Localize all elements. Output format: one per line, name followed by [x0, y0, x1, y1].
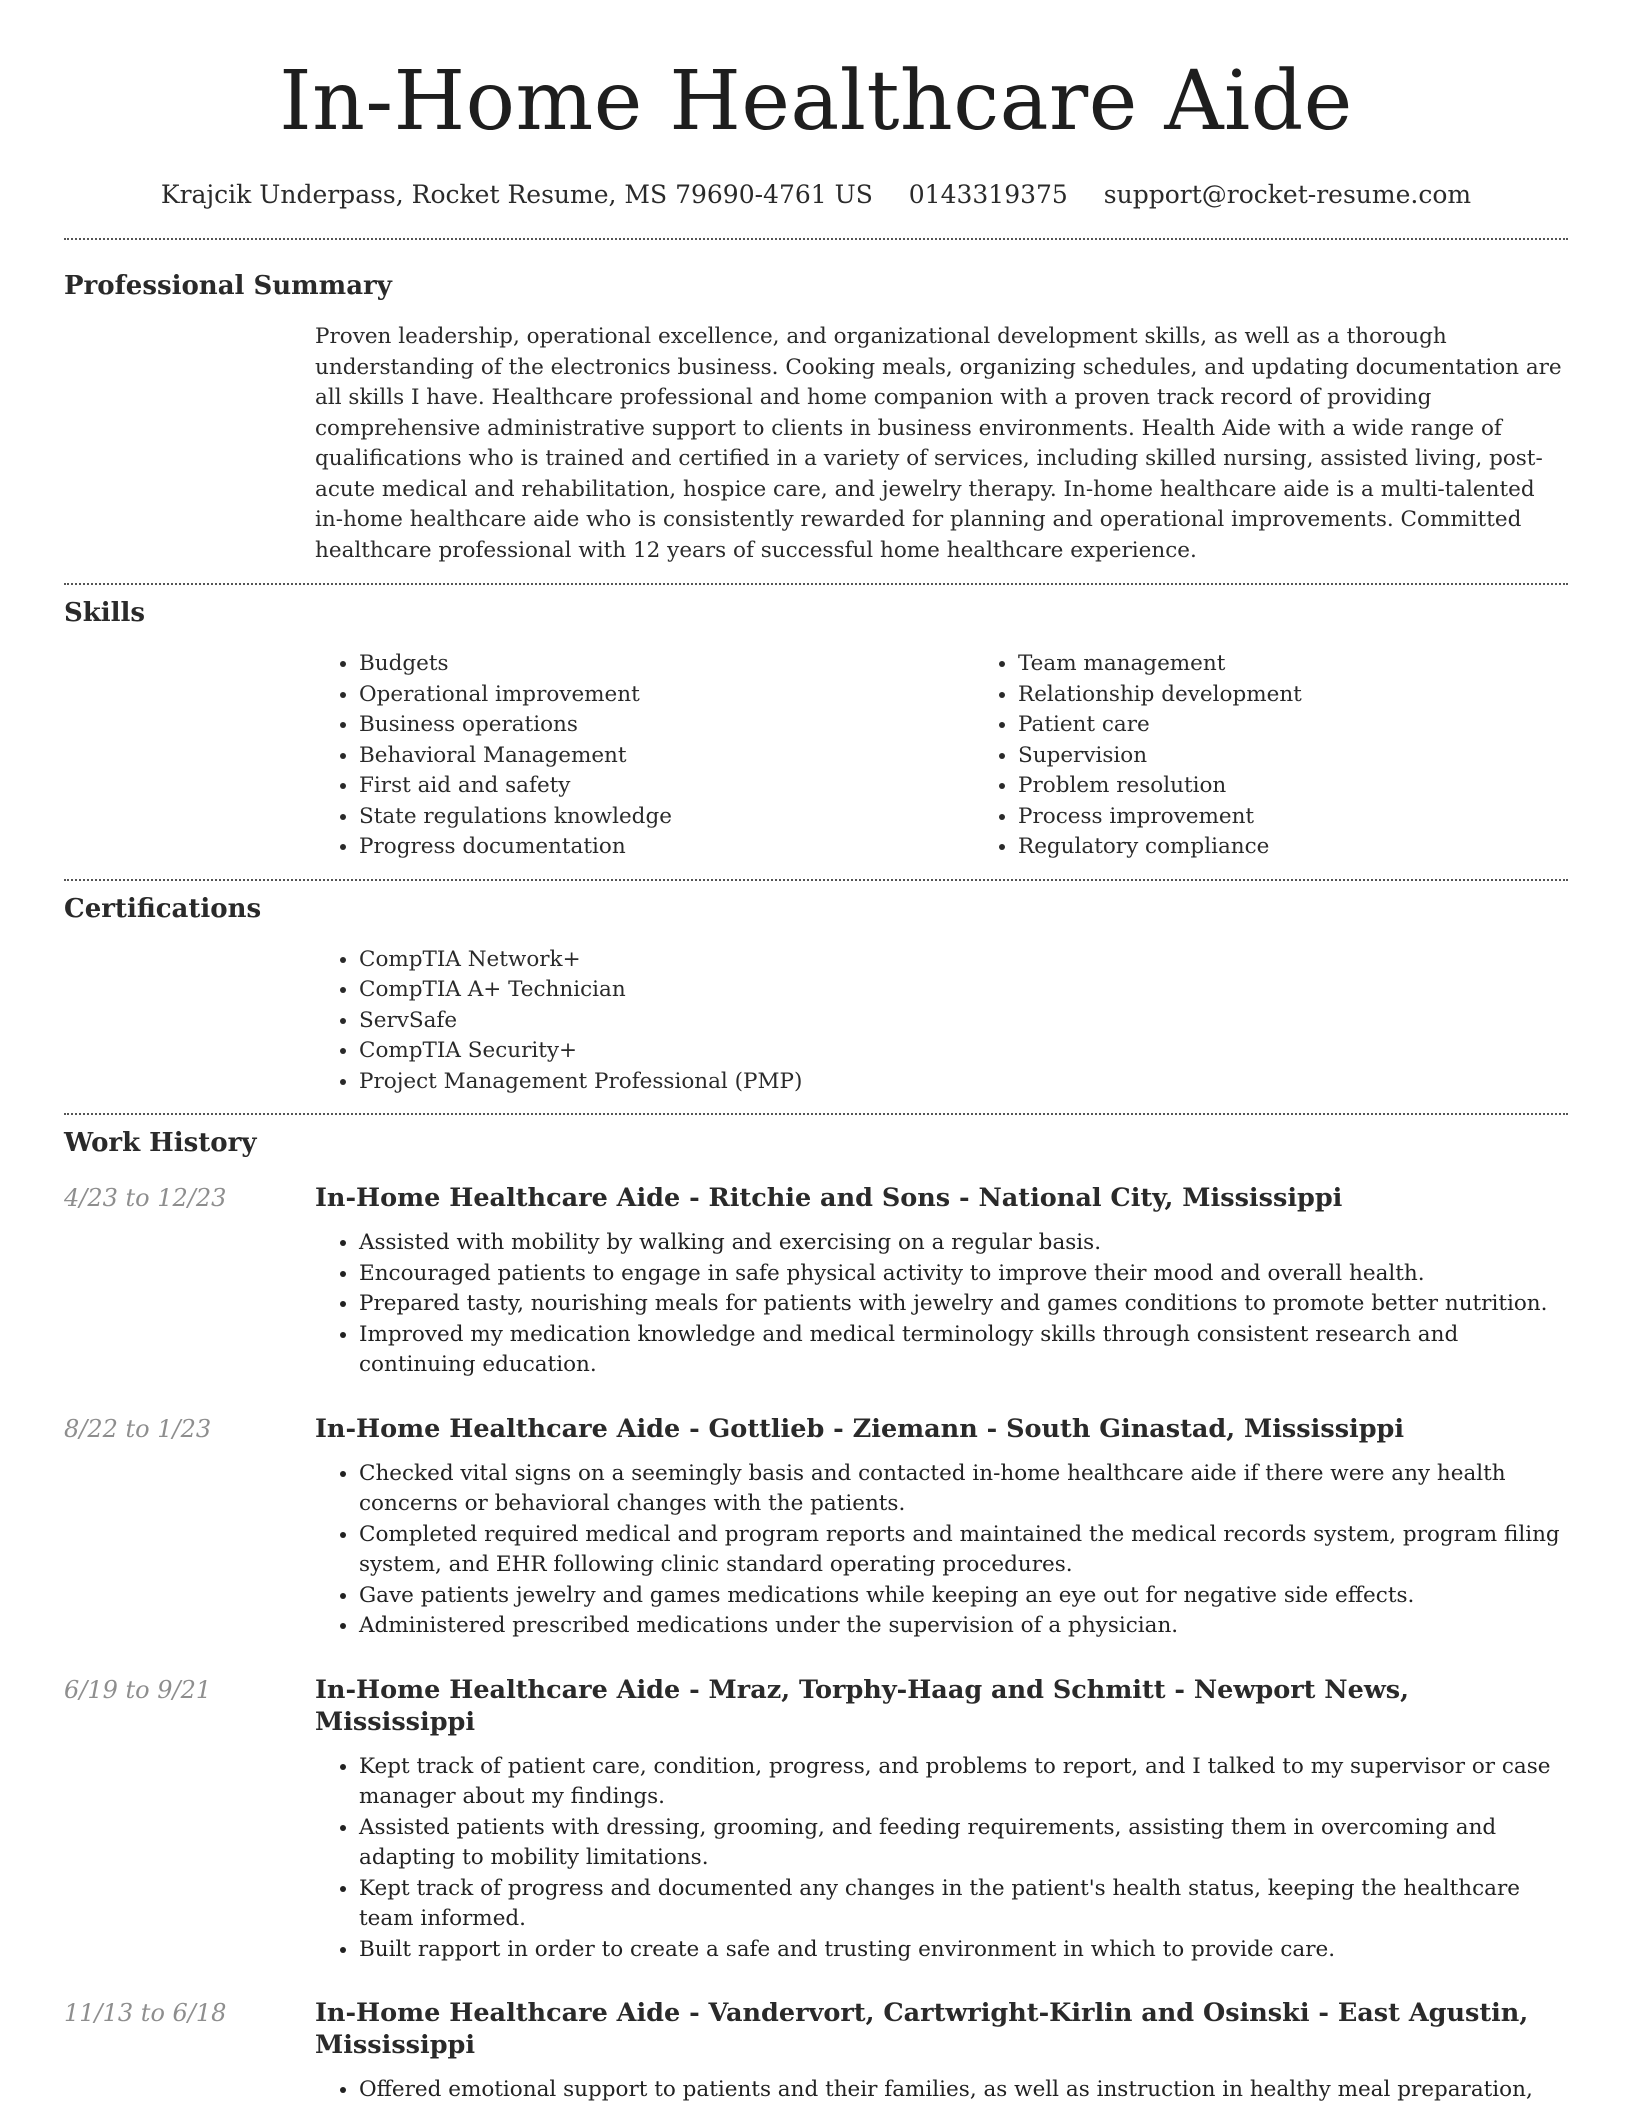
- contact-email: support@rocket-resume.com: [1103, 180, 1472, 209]
- skill-item: • Progress documentation: [359, 832, 974, 863]
- job-bullet: • Prepared tasty, nourishing meals for patients with jewelry and games conditions to promote better nutrition.: [359, 1289, 1568, 1320]
- skill-item: • Relationship development: [1018, 680, 1568, 711]
- job-bullet: • Administered prescribed medications under the supervision of a physician.: [359, 1611, 1568, 1642]
- job-bullet: • Offered emotional support to patients and their families, as well as instruction in healthy meal preparation,: [359, 2075, 1568, 2106]
- job-body: [315, 1997, 1568, 2106]
- job-bullet: • Checked vital signs on a seemingly basis and contacted in-home healthcare aide if there were any health concerns or behavioral changes with the patients.: [359, 1459, 1568, 1520]
- job-bullet: • Assisted with mobility by walking and exercising on a regular basis.: [359, 1228, 1568, 1259]
- job-date: 8/22 to 1/23: [64, 1414, 212, 1443]
- job-bullet: • Completed required medical and program reports and maintained the medical records system, program filing system, and EHR following clinic standard operating procedures.: [359, 1520, 1568, 1581]
- contact-address: Krajcik Underpass, Rocket Resume, MS 79690-4761 US: [160, 180, 873, 209]
- skills-list-left: [315, 649, 974, 863]
- certifications-section: [64, 881, 1568, 1114]
- skill-item: • Patient care: [1018, 710, 1568, 741]
- certification-item: • CompTIA Security+: [359, 1036, 1568, 1067]
- skills-list-right: [974, 649, 1568, 863]
- section-title-summary: Professional Summary: [64, 271, 392, 301]
- job-bullets: [315, 2075, 1568, 2106]
- job-title: In-Home Healthcare Aide - Ritchie and Sons - National City, Mississippi: [315, 1183, 1343, 1213]
- skill-item: • Business operations: [359, 710, 974, 741]
- job-bullet: • Assisted patients with dressing, grooming, and feeding requirements, assisting them in overcoming and adapting to mobility limitations.: [359, 1813, 1568, 1874]
- certification-item: • CompTIA A+ Technician: [359, 975, 1568, 1006]
- skill-item: • Supervision: [1018, 741, 1568, 772]
- job-date: 6/19 to 9/21: [64, 1675, 212, 1704]
- job-bullet: • Kept track of patient care, condition, progress, and problems to report, and I talked to my supervisor or case manager about my findings.: [359, 1752, 1568, 1813]
- certification-item: • Project Management Professional (PMP): [359, 1067, 1568, 1098]
- job-title: In-Home Healthcare Aide - Gottlieb - Ziemann - South Ginastad, Mississippi: [315, 1413, 1405, 1444]
- skill-item: • Regulatory compliance: [1018, 832, 1568, 863]
- job-bullets: [315, 1228, 1568, 1381]
- skills-grid: [315, 649, 1568, 879]
- job-bullets: [315, 1459, 1568, 1642]
- certifications-list: [315, 945, 1568, 1098]
- job-bullet: • Improved my medication knowledge and medical terminology skills through consistent research and continuing education.: [359, 1320, 1568, 1381]
- certification-item: • ServSafe: [359, 1006, 1568, 1037]
- job-bullet: • Built rapport in order to create a safe and trusting environment in which to provide care.: [359, 1935, 1568, 1966]
- summary-text: Proven leadership, operational excellence, and organizational development skills, as well as a thorough understanding of the electronics business. Cooking meals, organizing schedules, and updating documentation are all skills I have. Healthcare professional and home companion with a proven track record of providing comprehensive administrative support to clients in business environments. Health Aide with a wide range of qualifications who is trained and certified in a variety of services, including skilled nursing, assisted living, post-acute medical and rehabilitation, hospice care, and jewelry therapy. In-home healthcare aide is a multi-talented in-home healthcare aide who is consistently rewarded for planning and operational improvements. Committed healthcare professional with 12 years of successful home healthcare experience.: [315, 324, 1562, 563]
- section-title-certifications: Certifications: [64, 893, 262, 924]
- summary-section: [64, 240, 1568, 583]
- job-bullet: • Encouraged patients to engage in safe physical activity to improve their mood and overall health.: [359, 1259, 1568, 1290]
- job-title: In-Home Healthcare Aide - Vandervort, Cartwright-Kirlin and Osinski - East Agustin, Mississippi: [315, 1998, 1529, 2060]
- job-entry: [64, 1997, 1568, 2106]
- contact-line: [64, 178, 1568, 212]
- skill-item: • Budgets: [359, 649, 974, 680]
- certification-item: • CompTIA Network+: [359, 945, 1568, 976]
- section-title-work-history: Work History: [64, 1128, 257, 1158]
- job-entry: [64, 1413, 1568, 1642]
- skill-item: • State regulations knowledge: [359, 802, 974, 833]
- skill-item: • Behavioral Management: [359, 741, 974, 772]
- skill-item: • Operational improvement: [359, 680, 974, 711]
- skill-item: • Process improvement: [1018, 802, 1568, 833]
- job-body: [315, 1182, 1568, 1381]
- contact-phone: 0143319375: [908, 180, 1068, 209]
- skills-section: [64, 585, 1568, 879]
- section-title-skills: Skills: [64, 598, 146, 628]
- job-entry: [64, 1182, 1568, 1381]
- job-title: In-Home Healthcare Aide - Mraz, Torphy-Haag and Schmitt - Newport News, Mississippi: [315, 1674, 1410, 1737]
- job-date: 4/23 to 12/23: [64, 1184, 227, 1212]
- job-bullets: [315, 1752, 1568, 1966]
- job-body: [315, 1413, 1568, 1642]
- work-history-section: [64, 1115, 1568, 2106]
- resume-name: In-Home Healthcare Aide: [279, 54, 1353, 149]
- job-body: [315, 1674, 1568, 1966]
- job-date: 11/13 to 6/18: [64, 1999, 227, 2027]
- skill-item: • First aid and safety: [359, 771, 974, 802]
- skill-item: • Problem resolution: [1018, 771, 1568, 802]
- summary-content: [315, 322, 1568, 583]
- job-entry: [64, 1674, 1568, 1966]
- job-bullet: • Kept track of progress and documented any changes in the patient's health status, keeping the healthcare team informed.: [359, 1874, 1568, 1935]
- job-bullet: • Gave patients jewelry and games medications while keeping an eye out for negative side effects.: [359, 1581, 1568, 1612]
- skill-item: • Team management: [1018, 649, 1568, 680]
- certifications-content: [315, 945, 1568, 1114]
